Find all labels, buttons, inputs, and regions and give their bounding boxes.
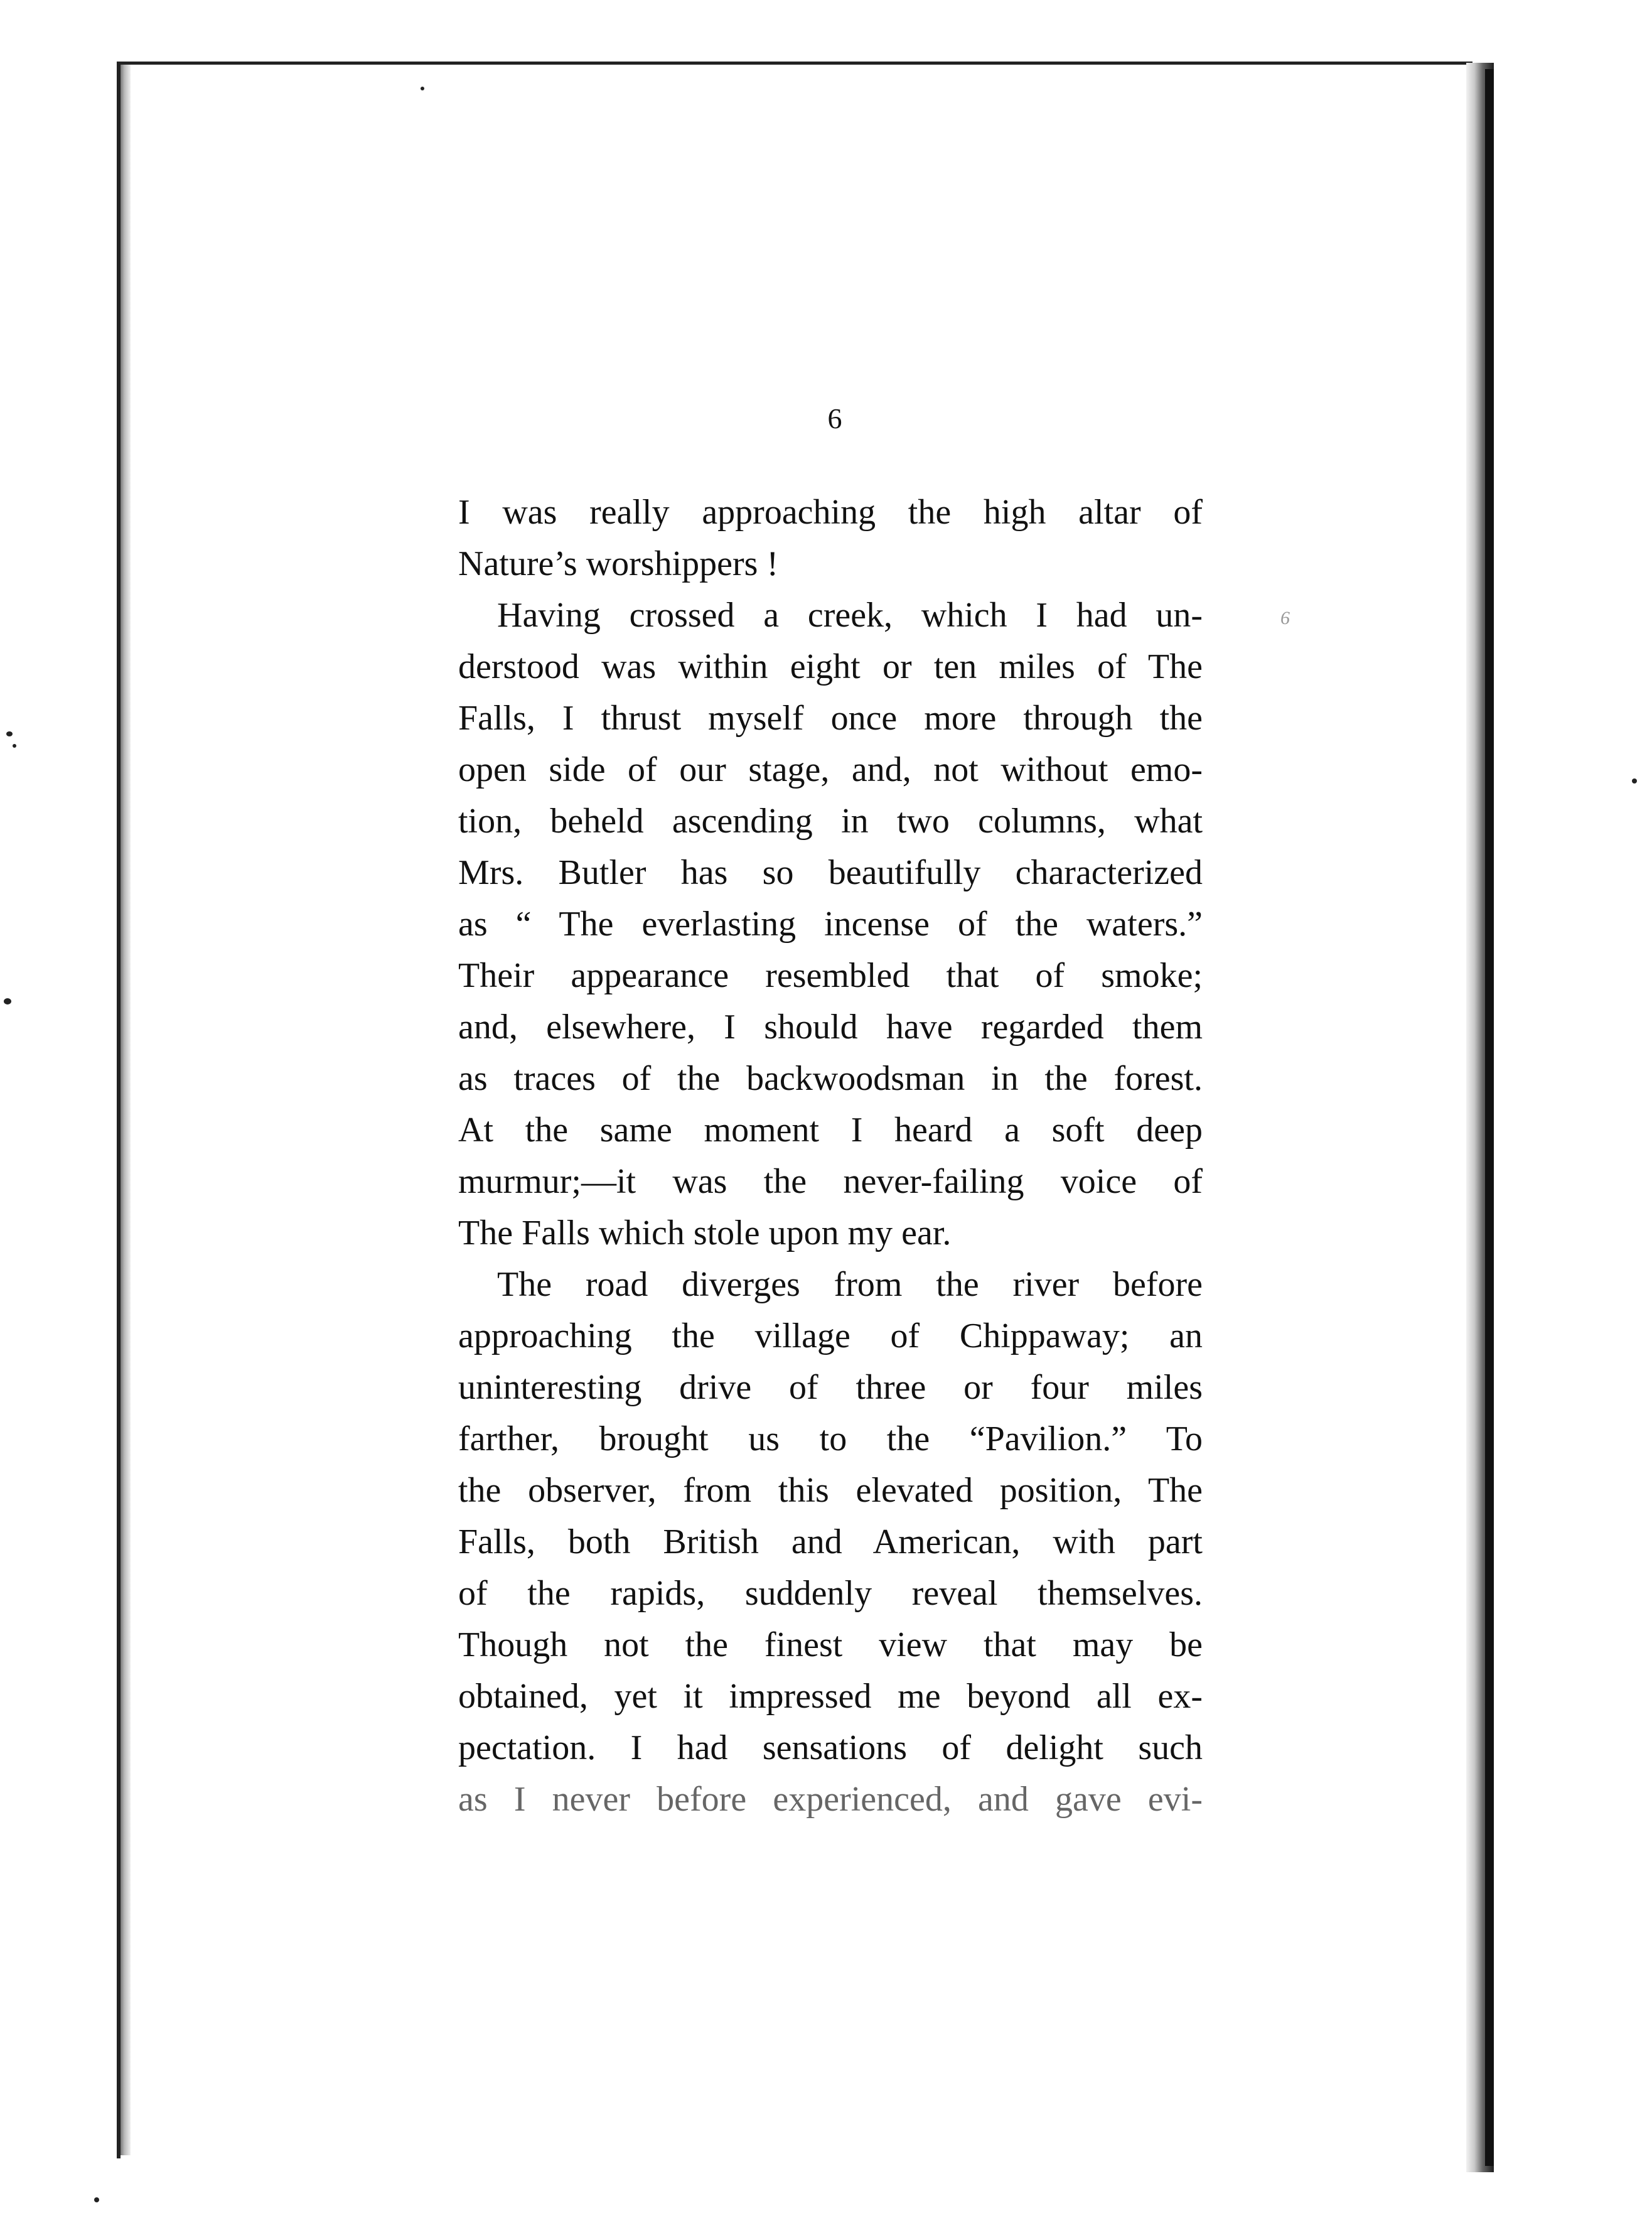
scan-speck [4, 998, 11, 1004]
text-line: pectation. I had sensations of delight such [458, 1728, 1203, 1767]
margin-mark: 6 [1280, 608, 1290, 628]
left-gutter-shadow [121, 65, 131, 2155]
text-line: Their appearance resembled that of smoke; [458, 956, 1203, 995]
text-line: I was really approaching the high altar of [458, 493, 1203, 532]
text-line: At the same moment I heard a soft deep [458, 1111, 1203, 1150]
text-line: as I never before experienced, and gave evi- [458, 1780, 1203, 1819]
text-line: Though not the finest view that may be [458, 1625, 1203, 1664]
text-line: murmur;—it was the never-failing voice of [458, 1162, 1203, 1201]
text-line: of the rapids, suddenly reveal themselves. [458, 1574, 1203, 1613]
scan-speck [6, 731, 13, 736]
text-line: Falls, both British and American, with part [458, 1522, 1203, 1561]
text-line: Having crossed a creek, which I had un- [497, 596, 1203, 635]
text-line: as traces of the backwoodsman in the forest. [458, 1059, 1203, 1098]
text-line: The Falls which stole upon my ear. [458, 1214, 952, 1252]
right-page-edge-dark [1485, 69, 1494, 2166]
scan-speck [421, 87, 424, 90]
page-number: 6 [827, 402, 842, 434]
text-line: Mrs. Butler has so beautifully characterized [458, 853, 1203, 892]
text-line: obtained, yet it impressed me beyond all ex- [458, 1677, 1203, 1716]
scan-speck [94, 2197, 99, 2202]
text-line: tion, beheld ascending in two columns, what [458, 802, 1203, 841]
text-line: uninteresting drive of three or four miles [458, 1368, 1203, 1407]
text-line: open side of our stage, and, not without emo- [458, 750, 1203, 789]
text-line: the observer, from this elevated position, The [458, 1471, 1203, 1510]
scan-speck [1632, 778, 1637, 784]
text-line: derstood was within eight or ten miles of The [458, 647, 1203, 686]
text-line: approaching the village of Chippaway; an [458, 1317, 1203, 1355]
text-line: The road diverges from the river before [497, 1265, 1203, 1304]
text-line: as “ The everlasting incense of the waters.” [458, 905, 1203, 944]
text-line: Falls, I thrust myself once more through the [458, 699, 1203, 738]
text-line: and, elsewhere, I should have regarded them [458, 1008, 1203, 1047]
text-line: Nature’s worshippers ! [458, 544, 779, 583]
scan-speck [13, 744, 16, 748]
body-text [458, 487, 1203, 1825]
text-line: farther, brought us to the “Pavilion.” To [458, 1419, 1203, 1458]
